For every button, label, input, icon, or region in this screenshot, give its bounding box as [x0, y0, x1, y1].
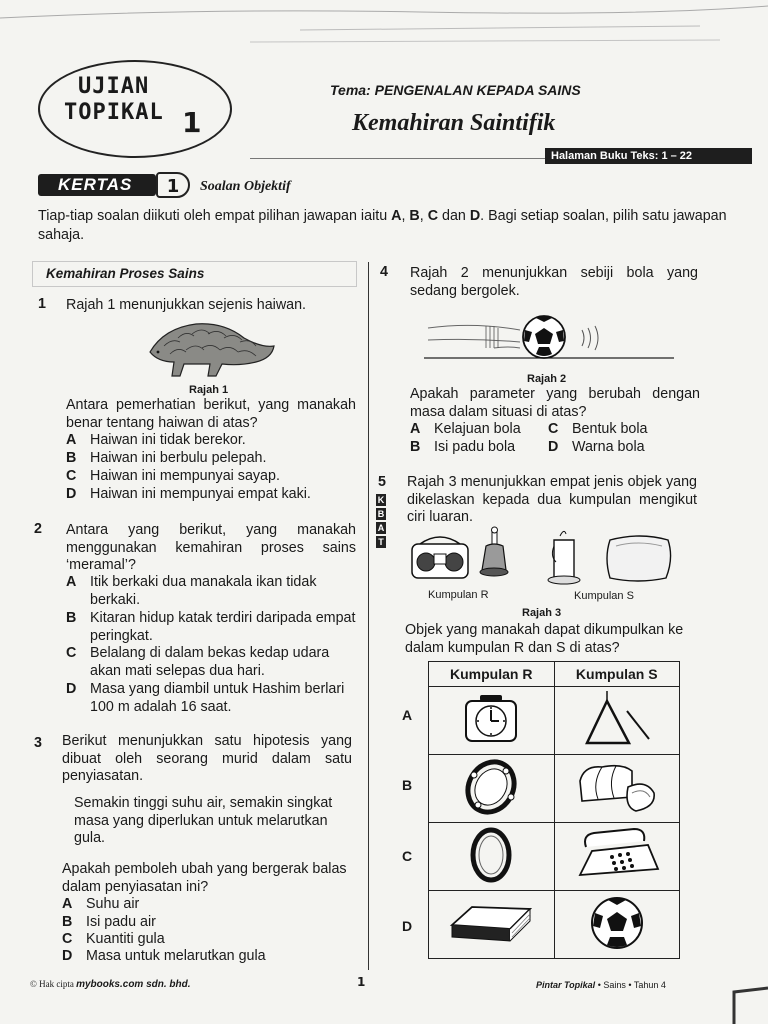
alarm-clock-icon: [456, 691, 526, 747]
q3-option-d[interactable]: D Masa untuk melarutkan gula: [62, 948, 266, 964]
page-number: 1: [357, 975, 366, 989]
question-number: 1: [38, 296, 46, 312]
tambourine-cell: [429, 755, 555, 823]
question-number: 2: [34, 521, 42, 537]
triangle-instrument-cell: [554, 687, 680, 755]
rolling-ball-illustration: [424, 312, 674, 368]
football-icon: [587, 893, 647, 953]
q3-option-b[interactable]: B Isi padu air: [62, 914, 156, 930]
logo-line2: TOPIKAL: [64, 100, 164, 125]
q2-option-a[interactable]: A Itik berkaki dua manakala ikan tidak berkaki.: [66, 574, 317, 608]
tambourine-icon: [456, 757, 526, 817]
q4-stem: Rajah 2 menunjukkan sebiji bola yang sedang bergolek.: [410, 265, 698, 299]
ring-cell: [429, 823, 555, 891]
q3-stem: Berikut menunjukkan satu hipotesis yang dibuat oleh seorang murid dalam satu penyiasatan.: [62, 733, 352, 785]
figure-caption: Rajah 3: [522, 607, 562, 619]
ring-icon: [461, 825, 521, 885]
q4-question: Apakah parameter yang berubah dengan masa dalam situasi di atas?: [410, 386, 700, 420]
q1-option-d[interactable]: D Haiwan ini mempunyai empat kaki.: [66, 486, 311, 502]
q2-option-b[interactable]: B Kitaran hidup katak terdiri daripada empat peringkat.: [66, 610, 356, 644]
question-number: 5: [378, 474, 386, 490]
book-icon: [446, 895, 536, 951]
section-title: Kemahiran Proses Sains: [46, 266, 205, 281]
table-row[interactable]: [429, 687, 680, 755]
table-row[interactable]: [429, 891, 680, 959]
figure-caption: Rajah 2: [527, 373, 567, 385]
bread-loaf-icon: [572, 757, 662, 817]
q4-option-a[interactable]: A Kelajuan bola: [410, 421, 521, 437]
topic-title: Kemahiran Saintifik: [352, 110, 556, 136]
q1-option-c[interactable]: C Haiwan ini mempunyai sayap.: [66, 468, 280, 484]
instructions: Tiap-tiap soalan diikuti oleh empat pilihan jawapan iaitu A, B, C dan D. Bagi setiap soalan, pilih satu jawapan sahaja.: [38, 208, 727, 243]
figure-caption: Rajah 1: [189, 384, 229, 396]
paper-subtitle: Soalan Objektif: [200, 179, 291, 194]
q4-option-c[interactable]: C Bentuk bola: [548, 421, 648, 437]
q5-option-d-label[interactable]: D: [402, 918, 413, 934]
group-r-objects: [408, 526, 518, 588]
copyright: © Hak cipta mybooks.com sdn. bhd.: [30, 979, 191, 990]
table-row[interactable]: [429, 755, 680, 823]
textbook-pages-badge: Halaman Buku Teks: 1 – 22: [545, 148, 752, 164]
q5-option-c-label[interactable]: C: [402, 848, 413, 864]
grouping-table: [428, 661, 680, 959]
football-cell: [554, 891, 680, 959]
table-header-r: Kumpulan R: [429, 662, 555, 687]
q2-option-c[interactable]: C Belalang di dalam bekas kedap udara akan mati selepas dua hari.: [66, 645, 330, 679]
column-divider: [368, 262, 369, 970]
q5-question: Objek yang manakah dapat dikumpulkan ke dalam kumpulan R dan S di atas?: [405, 622, 684, 656]
q3-option-a[interactable]: A Suhu air: [62, 896, 140, 912]
q1-option-a[interactable]: A Haiwan ini tidak berekor.: [66, 432, 246, 448]
bread-cell: [554, 755, 680, 823]
q4-option-b[interactable]: B Isi padu bola: [410, 439, 516, 455]
theme-label: Tema: PENGENALAN KEPADA SAINS: [330, 82, 581, 98]
triangle-instrument-icon: [577, 689, 657, 749]
question-number: 4: [380, 264, 388, 280]
q4-option-d[interactable]: D Warna bola: [548, 439, 645, 455]
group-s-caption: Kumpulan S: [574, 590, 634, 602]
kbat-badge: K B A T: [377, 495, 385, 547]
q5-option-a-label[interactable]: A: [402, 707, 413, 723]
logo-line1: UJIAN: [78, 74, 150, 99]
q3-option-c[interactable]: C Kuantiti gula: [62, 931, 165, 947]
group-s-objects: [540, 526, 675, 588]
scan-edge-marks: [0, 0, 768, 60]
paper-number: 1: [156, 172, 190, 198]
table-header-s: Kumpulan S: [554, 662, 680, 687]
q2-option-d[interactable]: D Masa yang diambil untuk Hashim berlari 100 m adalah 16 saat.: [66, 681, 345, 715]
logo-number: 1: [182, 106, 202, 139]
group-r-caption: Kumpulan R: [428, 589, 489, 601]
series-label: Pintar Topikal • Sains • Tahun 4: [536, 980, 666, 990]
telephone-cell: [554, 823, 680, 891]
table-row[interactable]: [429, 823, 680, 891]
alarm-clock-cell: [429, 687, 555, 755]
book-cell: [429, 891, 555, 959]
q1-stem: Rajah 1 menunjukkan sejenis haiwan.: [66, 297, 307, 313]
q2-stem: Antara yang berikut, yang manakah menggunakan kemahiran proses sains ‘meramal’?: [66, 522, 356, 574]
pangolin-illustration: [144, 318, 278, 384]
paper-label: KERTAS: [38, 174, 156, 196]
q5-option-b-label[interactable]: B: [402, 777, 413, 793]
q5-stem: Rajah 3 menunjukkan empat jenis objek yang dikelaskan kepada dua kumpulan mengikut ciri luaran.: [407, 474, 697, 526]
scan-corner-mark: [730, 984, 768, 1024]
q3-question: Apakah pemboleh ubah yang bergerak balas dalam penyiasatan ini?: [62, 861, 347, 895]
q1-option-b[interactable]: B Haiwan ini berbulu pelepah.: [66, 450, 267, 466]
telephone-icon: [572, 825, 662, 885]
question-number: 3: [34, 735, 42, 751]
q3-hypothesis: Semakin tinggi suhu air, semakin singkat masa yang diperlukan untuk melarutkan gula.: [74, 795, 333, 847]
q1-question: Antara pemerhatian berikut, yang manakah benar tentang haiwan di atas?: [66, 397, 356, 431]
